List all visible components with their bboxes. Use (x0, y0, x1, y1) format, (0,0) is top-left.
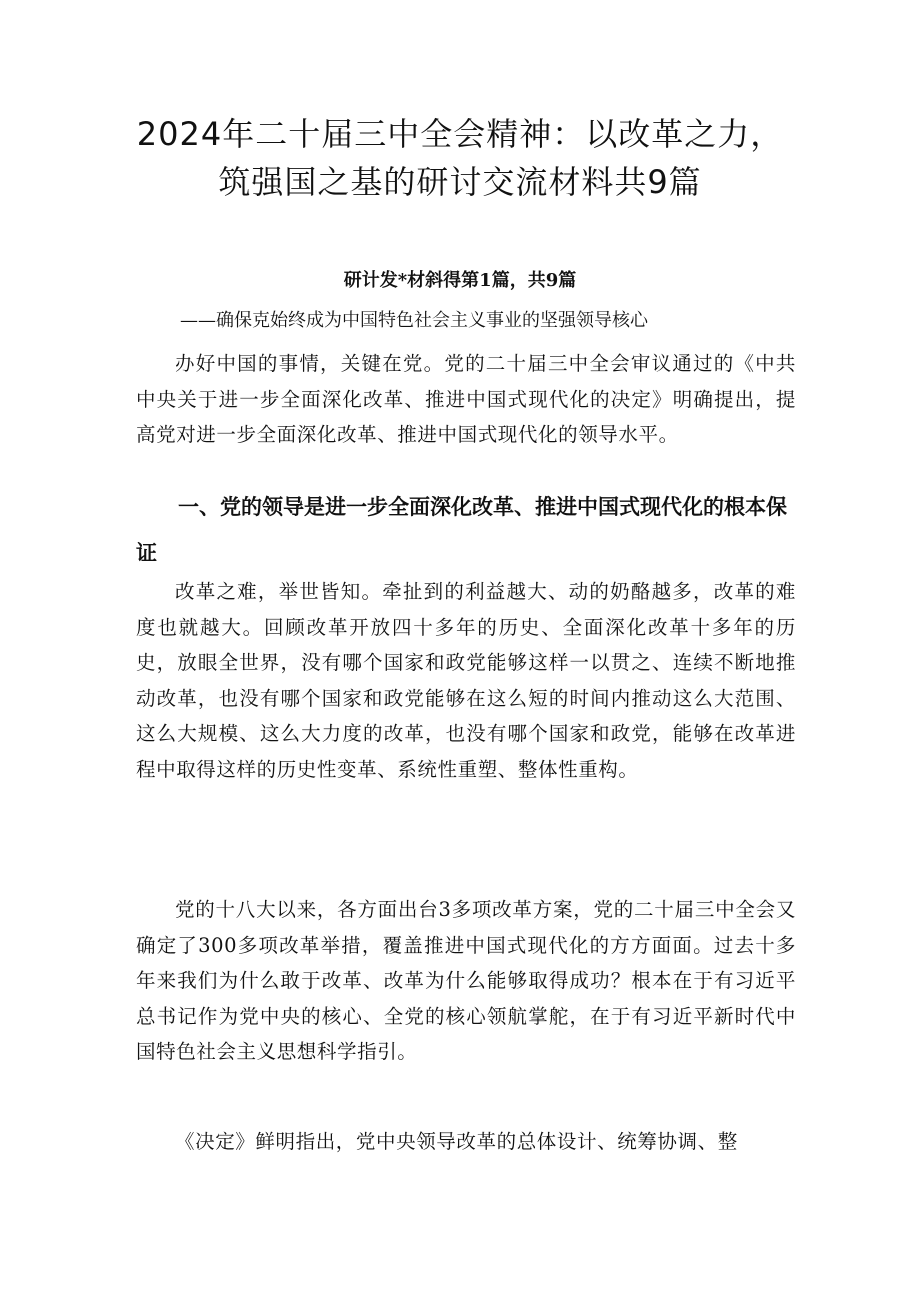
paragraph-2: 改革之难，举世皆知。牵扯到的利益越大、动的奶酪越多，改革的难度也就越大。回顾改革开放四十多年的历史、全面深化改革十多年的历史，放眼全世界，没有哪个国家和政党能够这样一以贯之、连续不断地推动改革，也没有哪个国家和政党能够在这么短的时间内推动这么大范围、这么大规模、这么大力度的改革，也没有哪个国家和政党，能够在改革进程中取得这样的历史性变革、系统性重塑、整体性重构。 (136, 580, 796, 781)
document-title-line-2: 筑强国之基的研讨交流材料共9篇 (218, 163, 702, 201)
paragraph-4: 《决定》鲜明指出，党中央领导改革的总体设计、统筹协调、整 (175, 1130, 738, 1153)
section-tagline: ——确保克始终成为中国特色社会主义事业的坚强领导核心 (180, 310, 648, 331)
document-title-line-1: 2024年二十届三中全会精神：以改革之力， (136, 115, 784, 153)
paragraph-3: 党的十八大以来，各方面出台3多项改革方案，党的二十届三中全会又确定了300多项改革举措，覆盖推进中国式现代化的方方面面。过去十多年来我们为什么敢于改革、改革为什么能够取得成功？根本在于有习近平总书记作为党中央的核心、全党的核心领航掌舵，在于有习近平新时代中国特色社会主义思想科学指引。 (136, 898, 796, 1063)
section-heading-1: 一、党的领导是进一步全面深化改革、推进中国式现代化的根本保证 (136, 495, 787, 565)
section-subtitle: 研计发*材斜得第1篇，共9篇 (343, 270, 577, 291)
paragraph-1: 办好中国的事情，关键在党。党的二十届三中全会审议通过的《中共中央关于进一步全面深化改革、推进中国式现代化的决定》明确提出，提高党对进一步全面深化改革、推进中国式现代化的领导水平。 (136, 352, 796, 446)
